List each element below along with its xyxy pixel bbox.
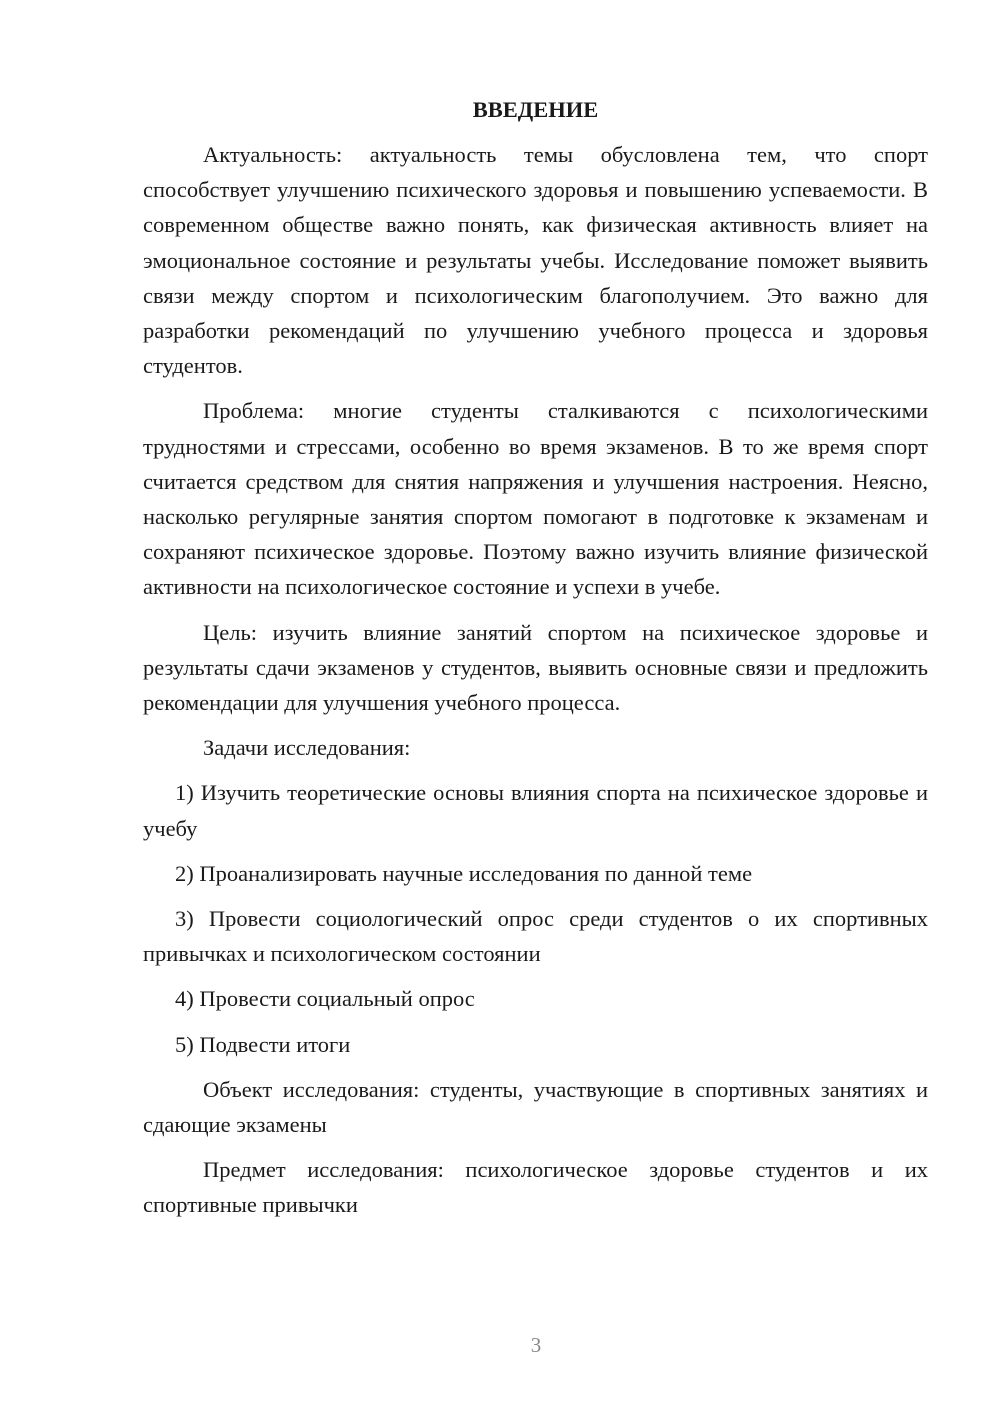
- subject-paragraph: Предмет исследования: психологическое здоровье студентов и их спортивные привычки: [143, 1157, 928, 1218]
- goal-paragraph: Цель: изучить влияние занятий спортом на психическое здоровье и результаты сдачи экзаменов у студентов, выявить основные связи и предложить рекомендации для улучшения учебного процесса.: [143, 619, 928, 716]
- tasks-heading: Задачи исследования:: [203, 735, 411, 761]
- task-item: 4) Провести социальный опрос: [175, 986, 475, 1012]
- task-item: 5) Подвести итоги: [175, 1031, 351, 1057]
- task-item: 3) Провести социологический опрос среди студентов о их спортивных привычках и психологическом состоянии: [143, 906, 928, 967]
- relevance-paragraph: Актуальность: актуальность темы обусловлена тем, что спорт способствует улучшению психического здоровья и повышению успеваемости. В современном обществе важно понять, как физическая активность влияет на эмоциональное состояние и результаты учебы. Исследование поможет выявить связи между спортом и психологическим благополучием. Это важно для разработки рекомендаций по улучшению учебного процесса и здоровья студентов.: [143, 142, 928, 379]
- object-paragraph: Объект исследования: студенты, участвующие в спортивных занятиях и сдающие экзамены: [143, 1076, 928, 1138]
- problem-paragraph: Проблема: многие студенты сталкиваются с психологическими трудностями и стрессами, особенно во время экзаменов. В то же время спорт считается средством для снятия напряжения и улучшения настроения. Неясно, насколько регулярные занятия спортом помогают в подготовке к экзаменам и сохраняют психическое здоровье. Поэтому важно изучить влияние физической активности на психологическое состояние и успехи в учебе.: [143, 398, 928, 600]
- document-page: [143, 92, 928, 1233]
- section-heading: ВВЕДЕНИЕ: [472, 97, 599, 122]
- task-item: 1) Изучить теоретические основы влияния спорта на психическое здоровье и учебу: [143, 780, 928, 841]
- task-item: 2) Проанализировать научные исследования по данной теме: [175, 860, 753, 886]
- page-number: 3: [530, 1333, 542, 1357]
